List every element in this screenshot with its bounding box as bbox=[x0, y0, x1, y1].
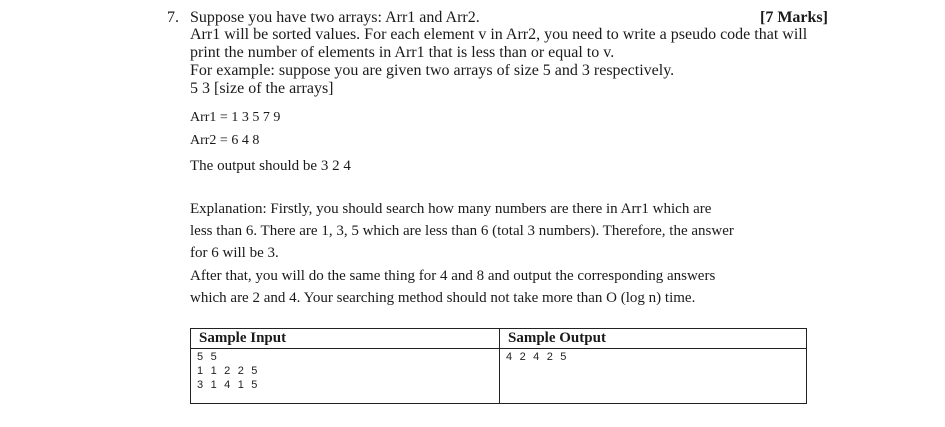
explanation-line-5: which are 2 and 4. Your searching method should not take more than O (log n) time. bbox=[190, 290, 696, 306]
question-line-1: Suppose you have two arrays: Arr1 and Arr2. bbox=[190, 9, 480, 26]
sample-input-cell bbox=[191, 349, 500, 404]
question-line-5: 5 3 [size of the arrays] bbox=[190, 80, 334, 97]
question-line-3: print the number of elements in Arr1 that is less than or equal to v. bbox=[190, 44, 615, 61]
arr1-line: Arr1 = 1 3 5 7 9 bbox=[190, 110, 281, 125]
sample-input-header: Sample Input bbox=[191, 329, 500, 349]
question-line-2: Arr1 will be sorted values. For each element v in Arr2, you need to write a pseudo code that will bbox=[190, 26, 808, 43]
marks-label: [7 Marks] bbox=[760, 9, 828, 26]
sample-input-line-3: 3 1 4 1 5 bbox=[197, 379, 260, 391]
explanation-line-4: After that, you will do the same thing for 4 and 8 and output the corresponding answers bbox=[190, 268, 716, 284]
sample-table bbox=[190, 328, 807, 404]
explanation-line-2: less than 6. There are 1, 3, 5 which are less than 6 (total 3 numbers). Therefore, the answer bbox=[190, 223, 734, 239]
explanation-line-1: Explanation: Firstly, you should search how many numbers are there in Arr1 which are bbox=[190, 201, 712, 217]
sample-input-line-2: 1 1 2 2 5 bbox=[197, 365, 260, 377]
explanation-line-3: for 6 will be 3. bbox=[190, 245, 279, 261]
question-number: 7. bbox=[167, 9, 179, 26]
question-line-4: For example: suppose you are given two arrays of size 5 and 3 respectively. bbox=[190, 62, 675, 79]
sample-output-line-1: 4 2 4 2 5 bbox=[506, 351, 569, 363]
sample-output-header: Sample Output bbox=[500, 329, 807, 349]
sample-input-line-1: 5 5 bbox=[197, 351, 219, 363]
sample-output-cell bbox=[500, 349, 807, 404]
arr2-line: Arr2 = 6 4 8 bbox=[190, 133, 260, 148]
output-line: The output should be 3 2 4 bbox=[190, 158, 351, 174]
